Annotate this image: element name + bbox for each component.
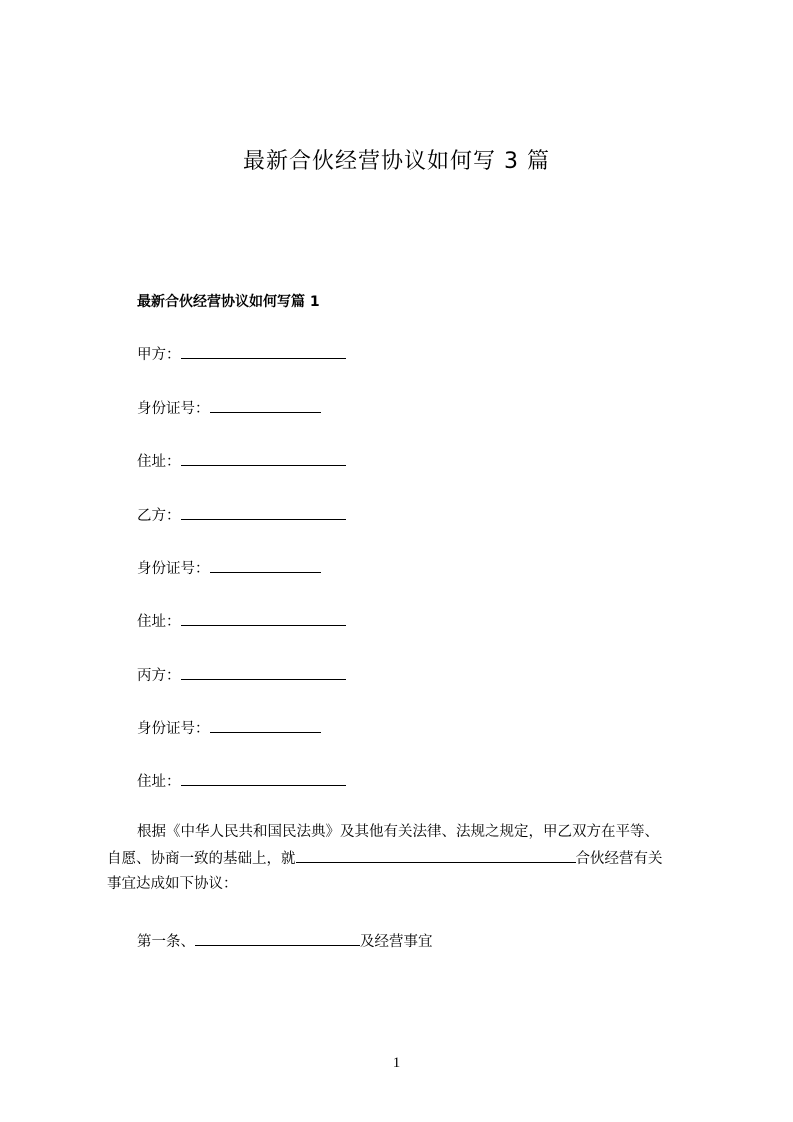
article-1 — [137, 931, 433, 952]
fill-blank — [181, 344, 346, 359]
field-label: 丙方： — [137, 668, 181, 684]
section-heading: 最新合伙经营协议如何写篇 1 — [137, 294, 320, 310]
fill-blank — [181, 771, 346, 786]
field-label: 住址： — [137, 614, 181, 630]
fill-blank — [181, 451, 346, 466]
party-c-id-field — [137, 718, 321, 739]
article-text: 第一条、 — [137, 934, 195, 950]
field-label: 身份证号： — [137, 561, 210, 577]
field-label: 甲方： — [137, 347, 181, 363]
party-b-field — [137, 505, 346, 526]
paragraph-text: 自愿、协商一致的基础上，就 — [107, 851, 296, 867]
party-b-id-field — [137, 558, 321, 579]
party-a-address-field — [137, 451, 346, 472]
party-a-field — [137, 344, 346, 365]
party-c-field — [137, 665, 346, 686]
fill-blank — [210, 718, 321, 733]
party-b-address-field — [137, 611, 346, 632]
fill-blank — [181, 611, 346, 626]
fill-blank — [210, 398, 321, 413]
page-number: 1 — [392, 1055, 401, 1071]
fill-blank — [181, 665, 346, 680]
party-c-address-field — [137, 771, 346, 792]
fill-blank — [181, 505, 346, 520]
paragraph-line-2 — [107, 848, 663, 869]
article-text: 及经营事宜 — [360, 934, 433, 950]
field-label: 身份证号： — [137, 401, 210, 417]
paragraph-line-3: 事宜达成如下协议： — [107, 876, 238, 892]
paragraph-text: 合伙经营有关 — [575, 851, 663, 867]
fill-blank — [195, 931, 360, 946]
fill-blank — [210, 558, 321, 573]
field-label: 住址： — [137, 774, 181, 790]
document-title: 最新合伙经营协议如何写 3 篇 — [243, 149, 550, 174]
field-label: 乙方： — [137, 508, 181, 524]
paragraph-line-1: 根据《中华人民共和国民法典》及其他有关法律、法规之规定，甲乙双方在平等、 — [137, 824, 659, 840]
fill-blank — [296, 848, 576, 863]
field-label: 身份证号： — [137, 721, 210, 737]
field-label: 住址： — [137, 454, 181, 470]
party-a-id-field — [137, 398, 321, 419]
